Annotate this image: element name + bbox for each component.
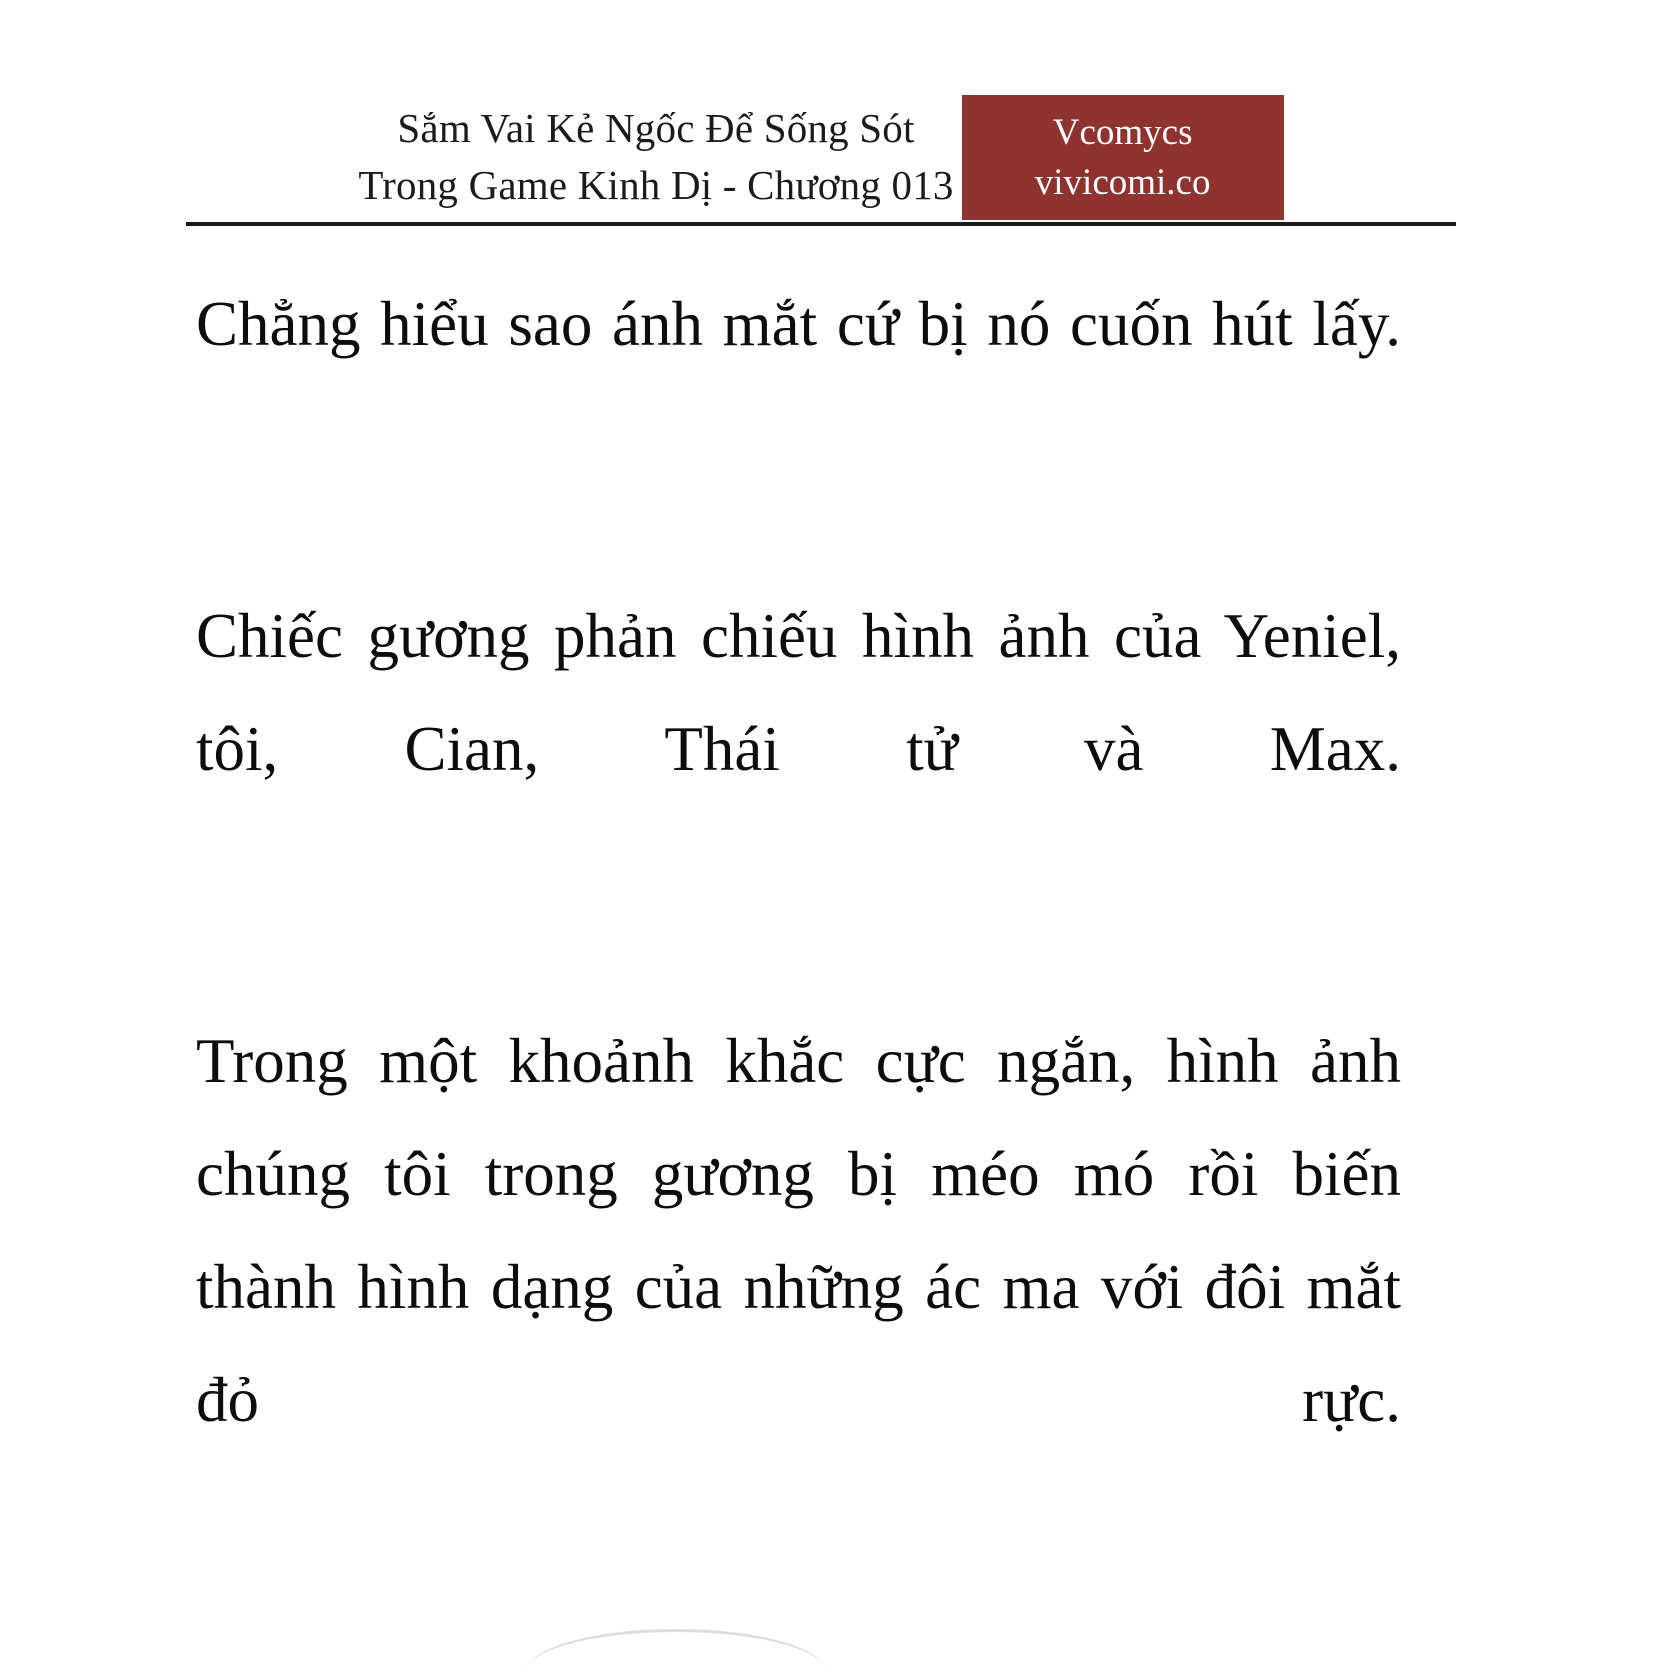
brand-badge (962, 95, 1284, 220)
header-divider (186, 222, 1456, 226)
page-title-line-2: Trong Game Kinh Dị - Chương 013 (358, 162, 954, 208)
page-title (358, 96, 953, 214)
page-header (186, 96, 1456, 224)
decorative-arc (526, 1629, 826, 1672)
brand-name: Vcomycs (1052, 111, 1193, 153)
paragraph: Chẳng hiểu sao ánh mắt cứ bị nó cuốn hút lấy. (196, 289, 1401, 359)
story-text-body (196, 268, 1401, 1656)
brand-site-url: vivicomi.co (1034, 161, 1211, 203)
paragraph: Chiếc gương phản chiếu hình ảnh của Yeniel, tôi, Cian, Thái tử và Max. (196, 601, 1401, 784)
paragraph: Trong một khoảnh khắc cực ngắn, hình ảnh chúng tôi trong gương bị méo mó rồi biến thành hình dạng của những ác ma với đôi mắt đỏ rực. (196, 1026, 1401, 1435)
header-inner (186, 96, 1456, 216)
page-title-line-1: Sắm Vai Kẻ Ngốc Để Sống Sót (397, 105, 915, 151)
